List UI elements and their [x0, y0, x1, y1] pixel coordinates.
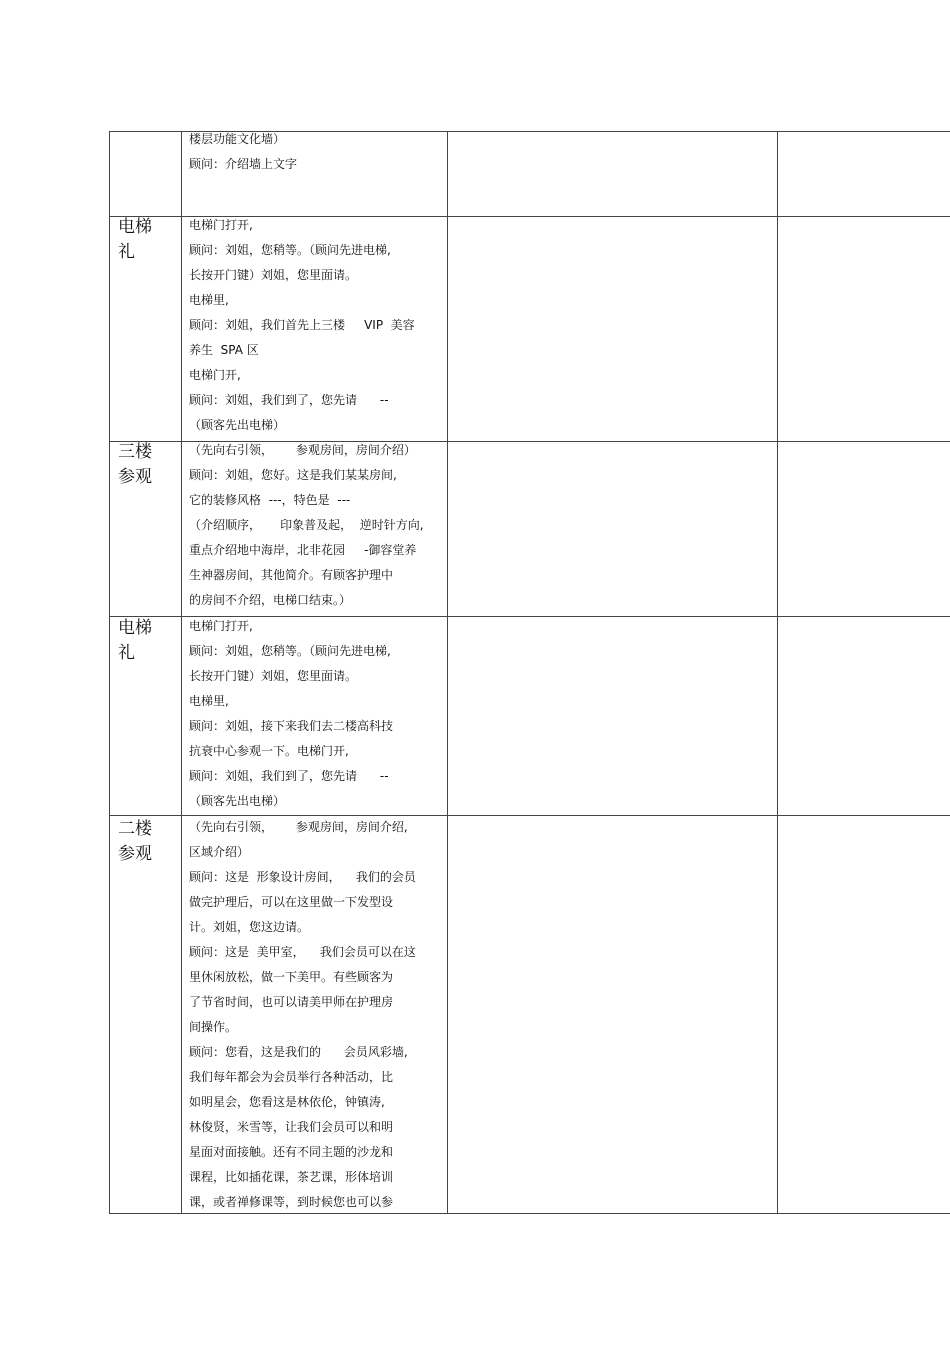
row-4-line-13: 星面对面接触。还有不同主题的沙龙和 — [189, 1145, 394, 1159]
row-3-heading — [118, 616, 178, 666]
row-1-heading — [118, 215, 178, 265]
row-4-line-8: 间操作。 — [189, 1020, 238, 1034]
row-1-line-1: 顾问：刘姐，您稍等。（顾问先进电梯, — [189, 243, 391, 257]
row-1-heading-line-1: 礼 — [118, 242, 135, 262]
row-3-line-7: （顾客先出电梯） — [189, 794, 286, 808]
row-2-line-1: 顾问：刘姐，您好。这是我们某某房间, — [189, 468, 397, 482]
row-4-content — [189, 815, 444, 1215]
row-4-line-1: 区域介绍） — [189, 845, 250, 859]
row-3-heading-line-0: 电梯 — [118, 618, 152, 638]
row-3-line-5: 抗衰中心参观一下。电梯门开, — [189, 744, 349, 758]
column-divider-1 — [181, 131, 182, 1214]
row-4-heading-line-0: 二楼 — [118, 819, 152, 839]
row-2-content — [189, 438, 444, 613]
row-1-line-6: 电梯门开, — [189, 368, 241, 382]
row-4-heading-line-1: 参观 — [118, 844, 152, 864]
row-4-line-2: 顾问：这是 形象设计房间， 我们的会员 — [189, 870, 416, 884]
row-2-line-3: （介绍顺序， 印象普及起， 逆时针方向, — [189, 518, 424, 532]
column-divider-2 — [447, 131, 448, 1214]
row-2-line-5: 生神器房间，其他简介。有顾客护理中 — [189, 568, 394, 582]
row-1-line-4: 顾问：刘姐，我们首先上三楼 VIP 美容 — [189, 318, 415, 332]
row-4-line-7: 了节省时间，也可以请美甲师在护理房 — [189, 995, 394, 1009]
column-divider-3 — [777, 131, 778, 1214]
row-3-line-6: 顾问：刘姐，我们到了，您先请 -- — [189, 769, 389, 783]
row-3-line-4: 顾问：刘姐，接下来我们去二楼高科技 — [189, 719, 394, 733]
row-4-line-3: 做完护理后，可以在这里做一下发型设 — [189, 895, 394, 909]
row-4-line-10: 我们每年都会为会员举行各种活动，比 — [189, 1070, 394, 1084]
row-1-line-8: （顾客先出电梯） — [189, 418, 286, 432]
row-3-content — [189, 614, 444, 814]
row-2-line-0: （先向右引领， 参观房间，房间介绍） — [189, 443, 416, 457]
row-1-line-7: 顾问：刘姐，我们到了，您先请 -- — [189, 393, 389, 407]
row-0-line-1: 顾问：介绍墙上文字 — [189, 157, 298, 171]
row-4-line-11: 如明星会，您看这是林依伦，钟镇涛, — [189, 1095, 385, 1109]
row-4-line-0: （先向右引领， 参观房间，房间介绍, — [189, 820, 408, 834]
row-3-line-1: 顾问：刘姐，您稍等。（顾问先进电梯, — [189, 644, 391, 658]
row-4-line-4: 计。刘姐，您这边请。 — [189, 920, 310, 934]
table-border-left — [109, 131, 110, 1214]
row-2-heading-line-0: 三楼 — [118, 442, 152, 462]
row-2-line-6: 的房间不介绍，电梯口结束。） — [189, 593, 352, 607]
row-0-content — [189, 127, 444, 177]
row-4-line-14: 课程，比如插花课，茶艺课，形体培训 — [189, 1170, 394, 1184]
row-2-line-4: 重点介绍地中海岸，北非花园 -御容堂养 — [189, 543, 417, 557]
row-3-line-0: 电梯门打开, — [189, 619, 253, 633]
row-3-line-3: 电梯里, — [189, 694, 229, 708]
row-2-heading-line-1: 参观 — [118, 467, 152, 487]
row-1-content — [189, 213, 444, 438]
row-0-line-0: 楼层功能文化墙） — [189, 132, 286, 146]
row-3-line-2: 长按开门键）刘姐，您里面请。 — [189, 669, 358, 683]
row-1-line-5: 养生 SPA 区 — [189, 343, 259, 357]
row-4-line-12: 林俊贤，米雪等，让我们会员可以和明 — [189, 1120, 394, 1134]
row-1-heading-line-0: 电梯 — [118, 217, 152, 237]
row-4-line-15: 课，或者禅修课等，到时候您也可以参 — [189, 1195, 394, 1209]
row-1-line-2: 长按开门键）刘姐，您里面请。 — [189, 268, 358, 282]
row-4-line-6: 里休闲放松，做一下美甲。有些顾客为 — [189, 970, 394, 984]
row-1-line-0: 电梯门打开, — [189, 218, 253, 232]
row-4-line-9: 顾问：您看，这是我们的 会员风彩墙, — [189, 1045, 408, 1059]
row-2-line-2: 它的装修风格 ---，特色是 --- — [189, 493, 351, 507]
row-4-line-5: 顾问：这是 美甲室， 我们会员可以在这 — [189, 945, 416, 959]
row-2-heading — [118, 440, 178, 490]
row-3-heading-line-1: 礼 — [118, 643, 135, 663]
row-1-line-3: 电梯里, — [189, 293, 229, 307]
row-4-heading — [118, 817, 178, 867]
document-table — [109, 131, 950, 1214]
